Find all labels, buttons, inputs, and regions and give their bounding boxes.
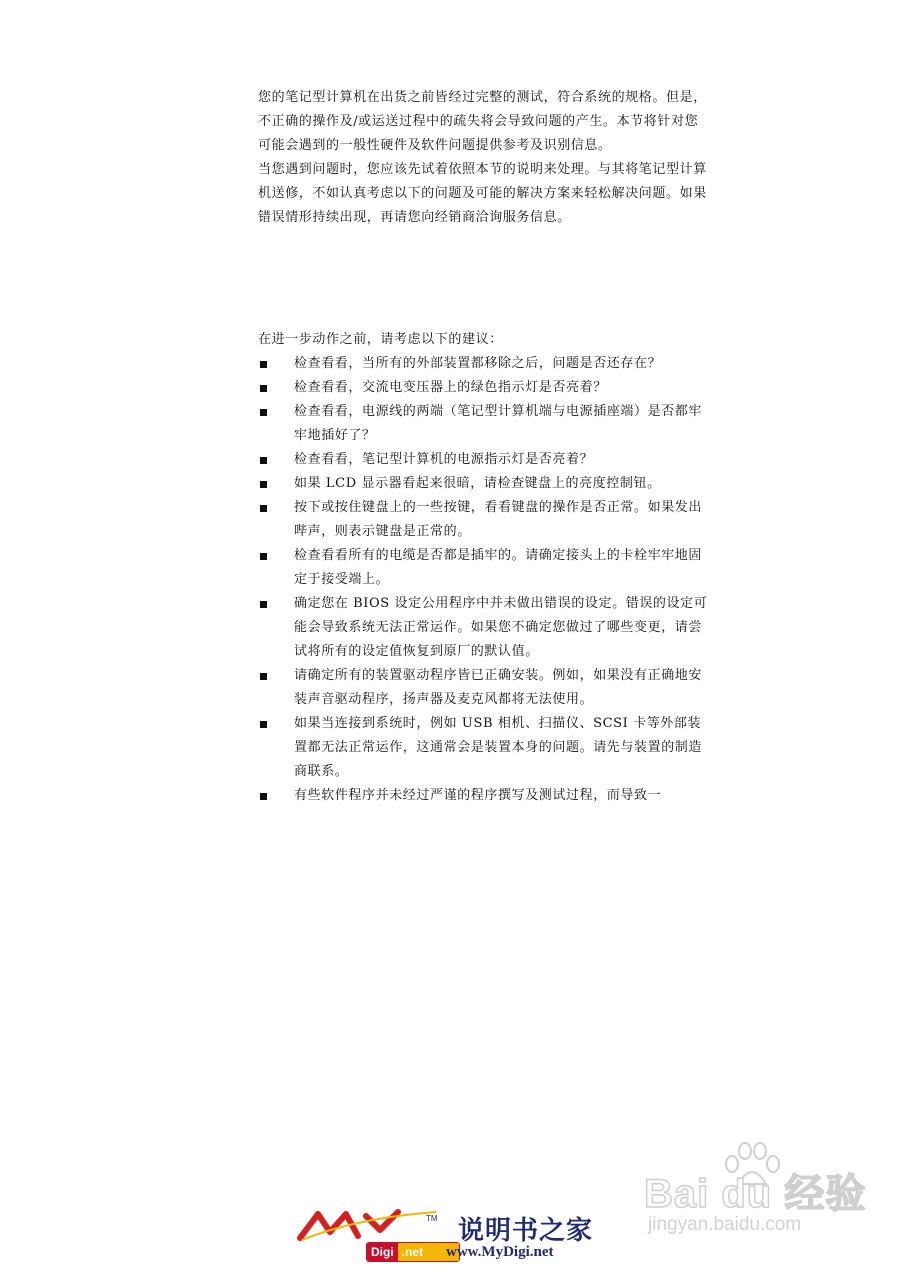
list-item xyxy=(258,376,708,400)
logo-title: 说明书之家 xyxy=(458,1216,594,1246)
square-bullet-icon xyxy=(260,409,267,416)
list-item xyxy=(258,784,708,808)
square-bullet-icon xyxy=(260,553,267,560)
list-item xyxy=(258,496,708,544)
intro-paragraph: 您的笔记型计算机在出货之前皆经过完整的测试，符合系统的规格。但是，不正确的操作及/或运送过程中的疏失将会导致问题的产生。本节将针对您可能会遇到的一般性硬件及软件问题提供参考及识别信息。 xyxy=(258,90,707,153)
list-item-text: 确定您在 BIOS 设定公用程序中并未做出错误的设定。错误的设定可能会导致系统无法正常运作。如果您不确定您做过了哪些变更，请尝试将所有的设定值恢复到原厂的默认值。 xyxy=(294,596,708,659)
list-item-text: 请确定所有的装置驱动程序皆已正确安装。例如，如果没有正确地安装声音驱动程序，扬声器及麦克风都将无法使用。 xyxy=(294,668,703,707)
baidu-jingyan-watermark xyxy=(640,1142,880,1262)
list-item-text: 检查看看，笔记型计算机的电源指示灯是否亮着？ xyxy=(294,452,594,467)
list-item xyxy=(258,592,708,664)
intro-paragraph: 当您遇到问题时，您应该先试着依照本节的说明来处理。与其将笔记型计算机送修，不如认真考虑以下的问题及可能的解决方案来轻松解决问题。如果错误情形持续出现，再请您向经销商洽询服务信息。 xyxy=(258,162,707,225)
list-item-text: 检查看看，电源线的两端（笔记型计算机端与电源插座端）是否都牢牢地插好了？ xyxy=(294,404,703,443)
suggestion-list xyxy=(258,352,708,808)
list-item xyxy=(258,448,708,472)
square-bullet-icon xyxy=(260,721,267,728)
watermark-url: jingyan.baidu.com xyxy=(648,1214,802,1235)
badge-digi: Digi xyxy=(367,1243,398,1261)
list-item xyxy=(258,544,708,592)
list-item xyxy=(258,472,708,496)
square-bullet-icon xyxy=(260,385,267,392)
list-item-text: 检查看看，交流电变压器上的绿色指示灯是否亮着？ xyxy=(294,380,607,395)
square-bullet-icon xyxy=(260,505,267,512)
square-bullet-icon xyxy=(260,673,267,680)
list-item-text: 如果当连接到系统时，例如 USB 相机、扫描仪、SCSI 卡等外部装置都无法正常运作，这通常会是装置本身的问题。请先与装置的制造商联系。 xyxy=(294,716,703,779)
suggestions-section xyxy=(258,328,708,808)
suggestions-heading: 在进一步动作之前，请考虑以下的建议： xyxy=(258,332,503,347)
logo-trademark: TM xyxy=(426,1214,438,1223)
list-item-text: 检查看看，当所有的外部装置都移除之后，问题是否还存在？ xyxy=(294,356,662,371)
square-bullet-icon xyxy=(260,361,267,368)
list-item xyxy=(258,352,708,376)
list-item xyxy=(258,664,708,712)
badge-net: .net xyxy=(398,1243,459,1261)
square-bullet-icon xyxy=(260,481,267,488)
list-item-text: 有些软件程序并未经过严谨的程序撰写及测试过程，而导致一 xyxy=(294,788,662,803)
list-item xyxy=(258,400,708,448)
my-swoosh-logo-icon xyxy=(296,1208,446,1242)
logo-url: www.MyDigi.net xyxy=(446,1244,554,1260)
square-bullet-icon xyxy=(260,601,267,608)
list-item xyxy=(258,712,708,784)
intro-section xyxy=(258,86,708,230)
mydigi-logo xyxy=(296,1208,616,1272)
watermark-brand: Bai du 经验 xyxy=(644,1172,867,1216)
square-bullet-icon xyxy=(260,457,267,464)
square-bullet-icon xyxy=(260,793,267,800)
list-item-text: 如果 LCD 显示器看起来很暗，请检查键盘上的亮度控制钮。 xyxy=(294,476,661,491)
list-item-text: 按下或按住键盘上的一些按键，看看键盘的操作是否正常。如果发出哔声，则表示键盘是正常的。 xyxy=(294,500,703,539)
list-item-text: 检查看看所有的电缆是否都是插牢的。请确定接头上的卡栓牢牢地固定于接受端上。 xyxy=(294,548,703,587)
